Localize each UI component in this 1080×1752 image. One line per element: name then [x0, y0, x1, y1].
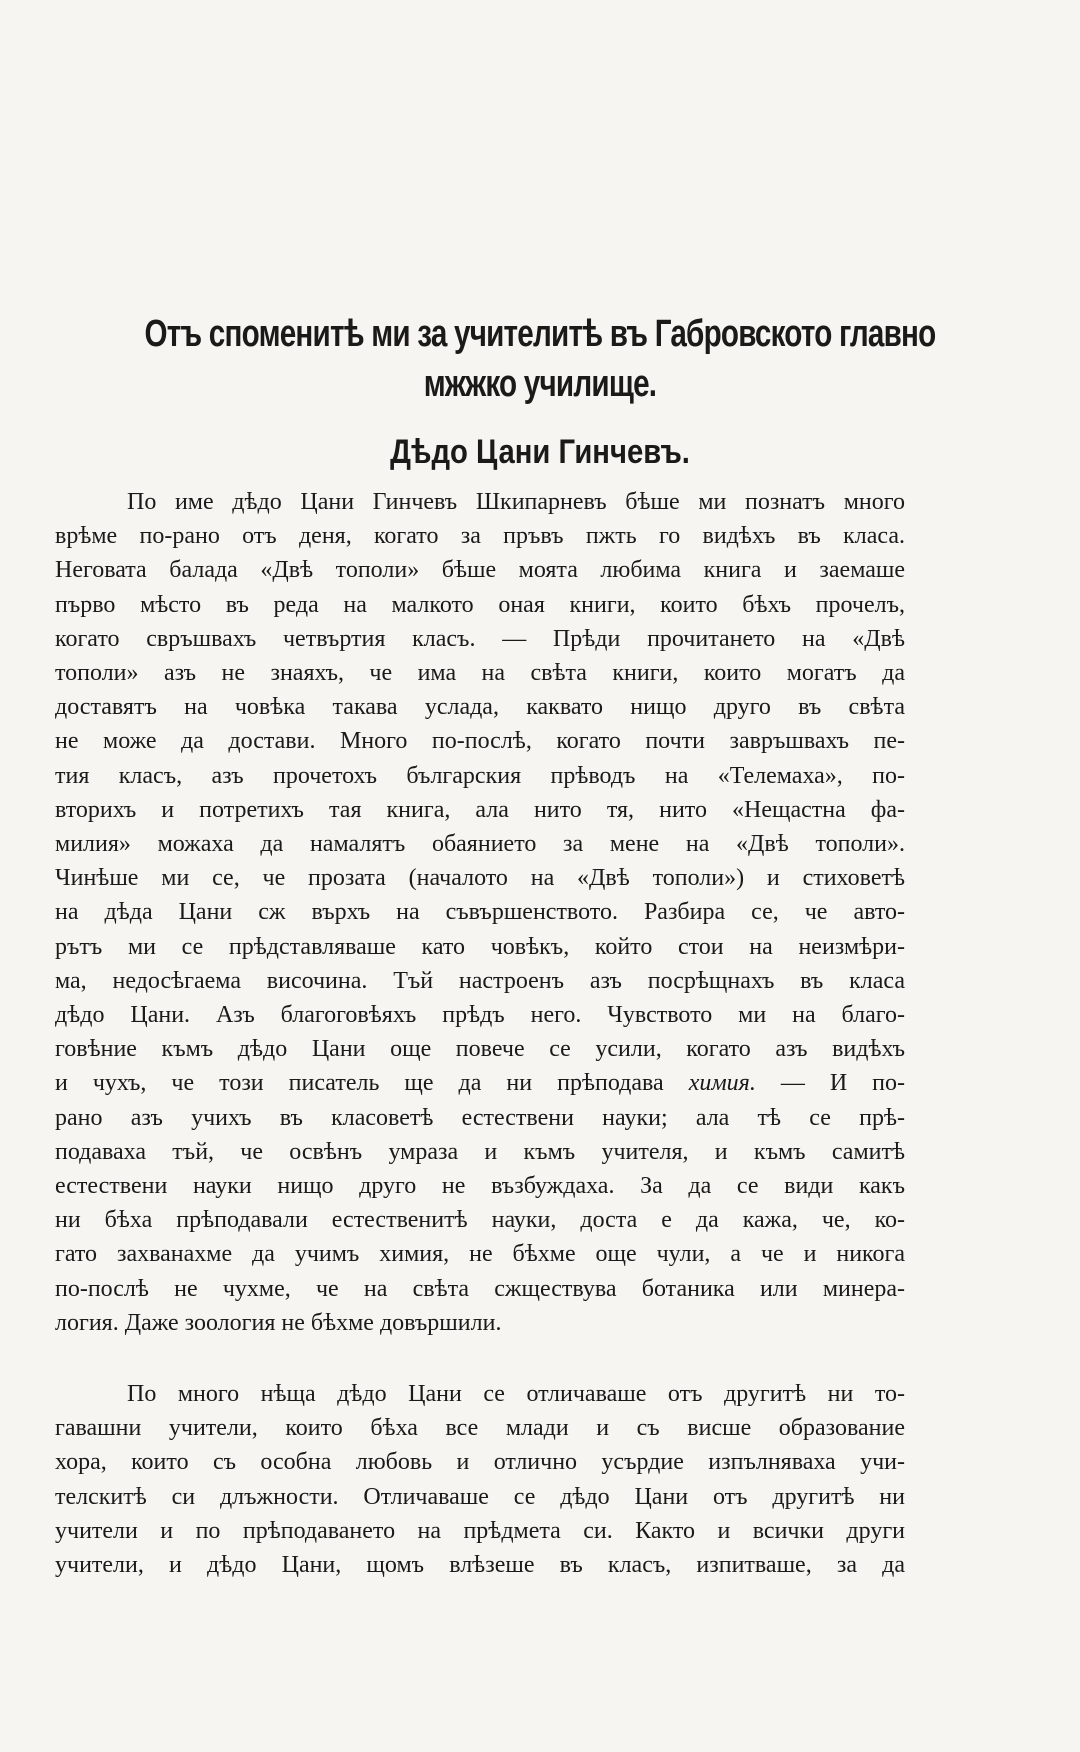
text-line: рътъ ми се прѣдставляваше като човѣкъ, който стои на неизмѣри-	[55, 933, 905, 960]
text-line: говѣние къмъ дѣдо Цани още повече се усили, когато азъ видѣхъ	[55, 1036, 905, 1063]
text-line: логия. Даже зоология не бѣхме довършили.	[55, 1309, 502, 1336]
text-line: естествени науки нищо друго не възбуждаха. За да се види какъ	[55, 1173, 905, 1200]
text-line: първо мѣсто въ реда на малкото оная книги, които бѣхъ прочелъ,	[55, 591, 905, 618]
text-line: подаваха тъй, че освѣнъ умраза и къмъ учителя, и къмъ самитѣ	[55, 1138, 905, 1165]
text-line: дѣдо Цани. Азъ благоговѣяхъ прѣдъ него. Чувството ми на благо-	[55, 1002, 905, 1029]
text-line: врѣме по-рано отъ деня, когато за пръвъ пжть го видѣхъ въ класа.	[55, 523, 905, 550]
text-line: гато захванахме да учимъ химия, не бѣхме още чули, а че и никога	[55, 1241, 905, 1268]
paragraph-2	[55, 1377, 905, 1582]
paragraph-1	[55, 485, 905, 1340]
section-heading: Дѣдо Цани Гинчевъ.	[390, 433, 690, 471]
text-line: телскитѣ си длъжности. Отличаваше се дѣдо Цани отъ другитѣ ни	[55, 1483, 905, 1510]
text-line: По много нѣща дѣдо Цани се отличаваше отъ другитѣ ни то-	[127, 1381, 905, 1407]
italic-word: химия.	[688, 1070, 756, 1097]
text-line: ма, недосѣгаема височина. Тъй настроенъ азъ посрѣщнахъ въ класа	[55, 967, 905, 994]
article-title-line-2: мжжко училище.	[423, 363, 657, 405]
text-line: вторихъ и потретихъ тая книга, ала нито тя, нито «Нещастна фа-	[55, 796, 905, 823]
text-segment: и чухъ, че този писатель ще да ни прѣподава	[55, 1070, 664, 1097]
text-line: по-послѣ не чухме, че на свѣта сжществува ботаника или минера-	[55, 1275, 905, 1302]
text-line: учители, и дѣдо Цани, щомъ влѣзеше въ класъ, изпитваше, за да	[55, 1552, 905, 1579]
text-line: хора, които съ особна любовь и отлично усърдие изпълняваха учи-	[55, 1449, 905, 1476]
text-line: По име дѣдо Цани Гинчевъ Шкипарневъ бѣше ми познатъ много	[127, 489, 905, 515]
text-line: доставятъ на човѣка такава услада, каквато нищо друго въ свѣта	[55, 694, 905, 721]
text-line: тополи» азъ не знаяхъ, че има на свѣта книги, които могатъ да	[55, 660, 905, 687]
text-line: когато свръшвахъ четвъртия класъ. — Прѣди прочитането на «Двѣ	[55, 625, 905, 652]
text-line: рано азъ учихъ въ класоветѣ естествени науки; ала тѣ се прѣ-	[55, 1104, 905, 1131]
text-line: на дѣда Цани сж върхъ на съвършенството. Разбира се, че авто-	[55, 899, 905, 926]
text-line: Чинѣше ми се, че прозата (началото на «Двѣ тополи») и стиховетѣ	[55, 865, 905, 892]
text-line: ни бѣха прѣподавали естественитѣ науки, доста е да кажа, че, ко-	[55, 1207, 905, 1234]
text-line: Неговата балада «Двѣ тополи» бѣше моята любима книга и заемаше	[55, 557, 905, 584]
text-line: тия класъ, азъ прочетохъ българския прѣводъ на «Телемаха», по-	[55, 762, 905, 789]
text-line: милия» можаха да намалятъ обаянието за мене на «Двѣ тополи».	[55, 831, 905, 858]
text-segment: — И по-	[780, 1070, 906, 1097]
text-line: не може да достави. Много по-послѣ, когато почти завръшвахъ пе-	[55, 728, 905, 755]
text-line: учители и по прѣподаването на прѣдмета си. Както и всички други	[55, 1517, 905, 1544]
text-line-with-italic	[55, 1066, 905, 1100]
article-title-line-1: Отъ споменитѣ ми за учителитѣ въ Габровското главно	[144, 313, 936, 355]
text-line: гавашни учители, които бѣха все млади и съ висше образование	[55, 1415, 905, 1442]
